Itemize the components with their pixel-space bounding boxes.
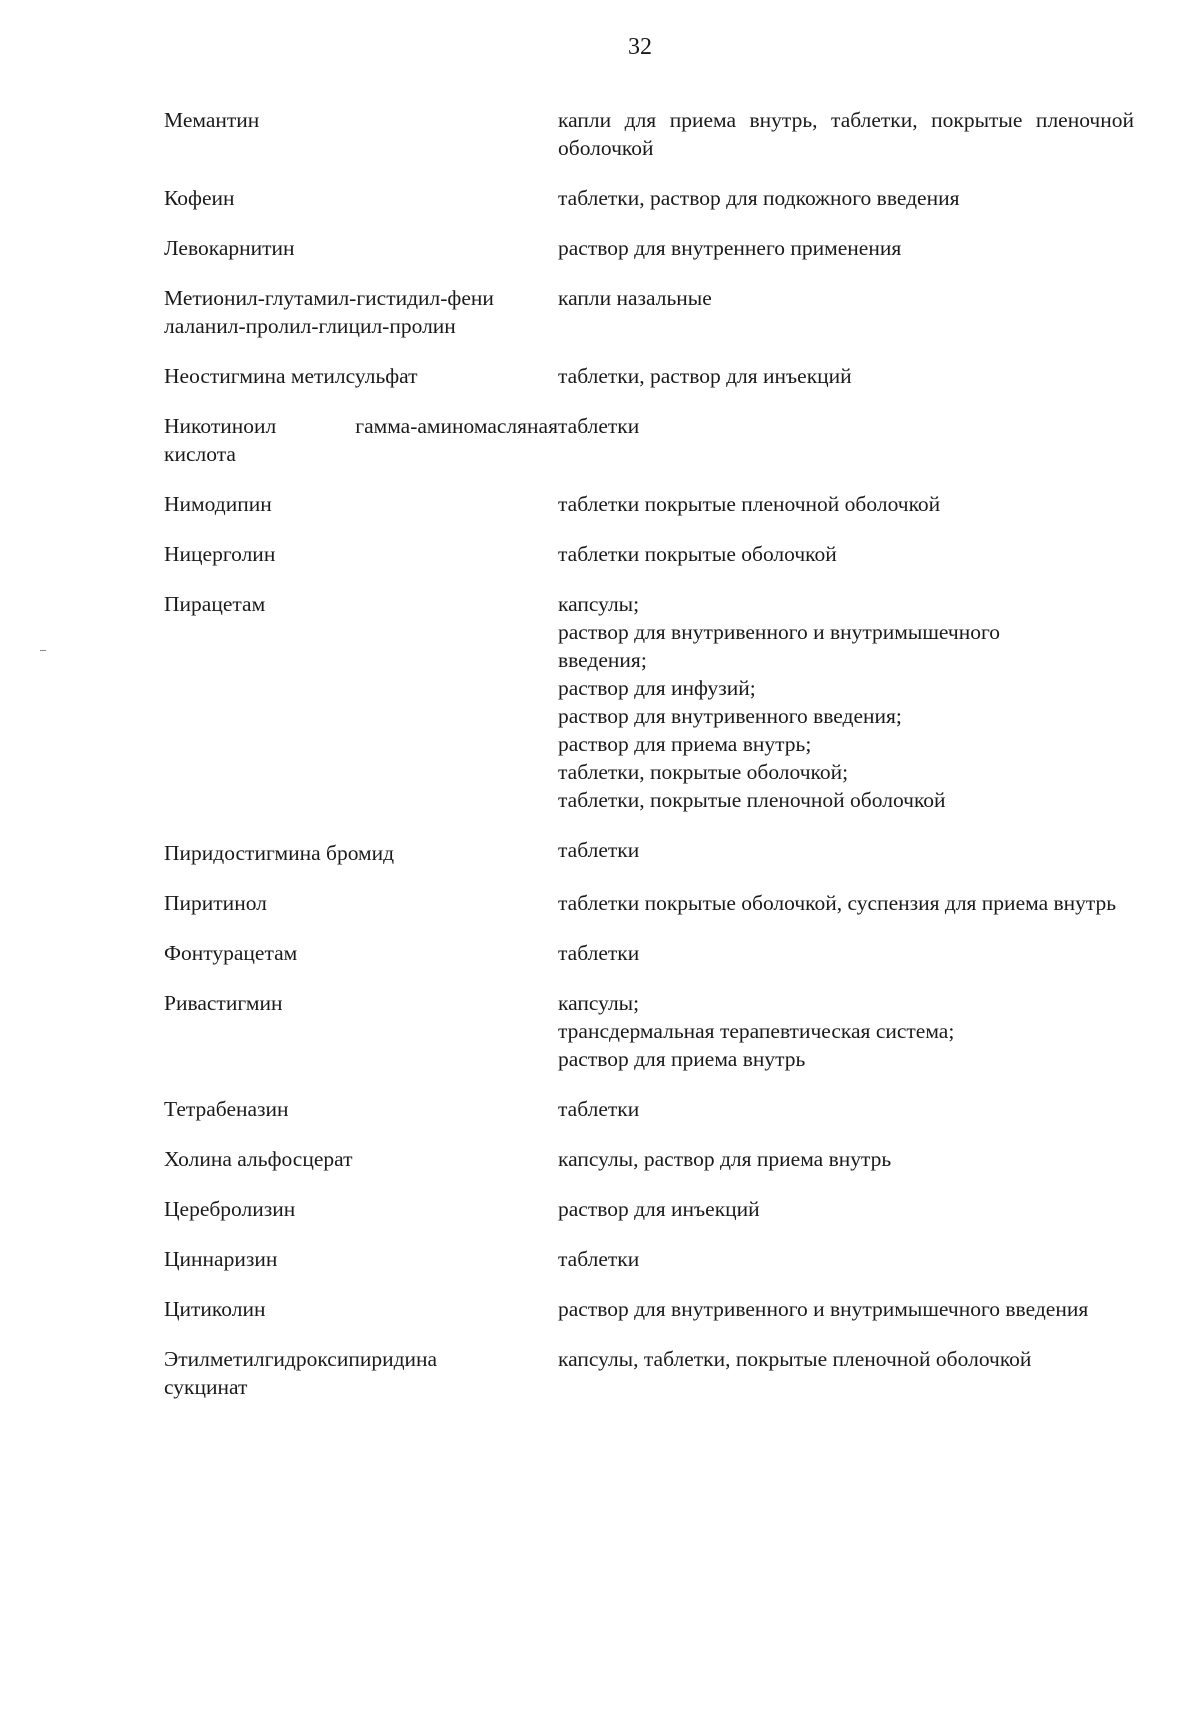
dosage-form: таблетки, покрытые оболочкой; xyxy=(558,760,849,784)
dosage-forms xyxy=(558,362,1134,390)
dosage-forms xyxy=(558,106,1134,162)
dosage-form: таблетки покрытые оболочкой, суспензия для приема внутрь xyxy=(558,891,1117,915)
scan-mark xyxy=(40,650,46,651)
list-item xyxy=(164,1145,1134,1173)
drug-name: Пиритинол xyxy=(164,891,267,915)
list-item xyxy=(164,184,1134,212)
drug-name: Мемантин xyxy=(164,108,260,132)
dosage-forms xyxy=(558,889,1134,917)
dosage-forms xyxy=(558,1095,1134,1123)
drug-name: Циннаризин xyxy=(164,1247,278,1271)
dosage-form: таблетки xyxy=(558,941,640,965)
dosage-forms xyxy=(558,590,1134,814)
dosage-form: раствор для инфузий; xyxy=(558,676,756,700)
list-item xyxy=(164,490,1134,518)
dosage-forms xyxy=(558,412,1134,440)
drug-name: Левокарнитин xyxy=(164,236,295,260)
list-item xyxy=(164,1095,1134,1123)
dosage-form: таблетки покрытые пленочной оболочкой xyxy=(558,492,941,516)
dosage-form: таблетки xyxy=(558,1247,640,1271)
page-number: 32 xyxy=(628,34,652,60)
list-item xyxy=(164,362,1134,390)
dosage-forms xyxy=(558,836,1134,864)
drug-name: Этилметилгидроксипиридина сукцинат xyxy=(164,1347,438,1399)
dosage-forms xyxy=(558,989,1134,1073)
drug-name: Цитиколин xyxy=(164,1297,266,1321)
drug-name: Нимодипин xyxy=(164,492,272,516)
dosage-forms xyxy=(558,1245,1134,1273)
list-item xyxy=(164,939,1134,967)
list-item xyxy=(164,234,1134,262)
dosage-form: капсулы, таблетки, покрытые пленочной оболочкой xyxy=(558,1347,1032,1371)
dosage-form: капсулы; xyxy=(558,592,640,616)
dosage-form: таблетки, покрытые пленочной оболочкой xyxy=(558,788,946,812)
list-item xyxy=(164,989,1134,1073)
dosage-forms xyxy=(558,234,1134,262)
list-item xyxy=(164,540,1134,568)
dosage-form: раствор для внутреннего применения xyxy=(558,236,902,260)
list-item xyxy=(164,590,1134,814)
drug-name: Никотиноил гамма-аминомасляная кислота xyxy=(164,414,558,466)
list-item xyxy=(164,1245,1134,1273)
dosage-form: раствор для внутривенного и внутримышечного введения xyxy=(558,1297,1089,1321)
dosage-form: раствор для приема внутрь xyxy=(558,1047,806,1071)
list-item xyxy=(164,106,1134,162)
drug-name: Ривастигмин xyxy=(164,991,283,1015)
dosage-forms xyxy=(558,1195,1134,1223)
dosage-form: таблетки xyxy=(558,838,640,862)
dosage-form: раствор для приема внутрь; xyxy=(558,732,812,756)
dosage-form: таблетки xyxy=(558,414,640,438)
dosage-form: раствор для внутривенного и внутримышечного введения; xyxy=(558,620,1001,672)
drug-name: Метионил-глутамил-гистидил-фенилаланил-пролил-глицил-пролин xyxy=(164,286,494,338)
list-item xyxy=(164,412,1134,468)
drug-name: Неостигмина метилсульфат xyxy=(164,364,418,388)
list-item xyxy=(164,284,1134,340)
dosage-forms xyxy=(558,939,1134,967)
dosage-forms xyxy=(558,490,1134,518)
dosage-forms xyxy=(558,540,1134,568)
dosage-forms xyxy=(558,1345,1134,1373)
dosage-form: капсулы; xyxy=(558,991,640,1015)
drug-name: Фонтурацетам xyxy=(164,941,298,965)
dosage-form: раствор для инъекций xyxy=(558,1197,760,1221)
dosage-form: таблетки, раствор для инъекций xyxy=(558,364,852,388)
dosage-forms xyxy=(558,184,1134,212)
dosage-form: капли для приема внутрь, таблетки, покрытые пленочной оболочкой xyxy=(558,108,1134,160)
dosage-form: капли назальные xyxy=(558,286,712,310)
list-item xyxy=(164,1195,1134,1223)
drug-name: Церебролизин xyxy=(164,1197,296,1221)
drug-list xyxy=(164,106,1134,1423)
dosage-form: раствор для внутривенного введения; xyxy=(558,704,902,728)
list-item xyxy=(164,1345,1134,1401)
list-item xyxy=(164,1295,1134,1323)
dosage-form: таблетки, раствор для подкожного введения xyxy=(558,186,960,210)
drug-name: Кофеин xyxy=(164,186,235,210)
dosage-form: трансдермальная терапевтическая система; xyxy=(558,1019,955,1043)
drug-name: Ницерголин xyxy=(164,542,276,566)
list-item xyxy=(164,889,1134,917)
dosage-form: таблетки xyxy=(558,1097,640,1121)
drug-name: Пирацетам xyxy=(164,592,266,616)
drug-name: Холина альфосцерат xyxy=(164,1147,353,1171)
drug-name: Пиридостигмина бромид xyxy=(164,841,395,865)
dosage-form: таблетки покрытые оболочкой xyxy=(558,542,837,566)
dosage-form: капсулы, раствор для приема внутрь xyxy=(558,1147,892,1171)
list-item xyxy=(164,836,1134,867)
dosage-forms xyxy=(558,1145,1134,1173)
dosage-forms xyxy=(558,284,1134,312)
dosage-forms xyxy=(558,1295,1134,1323)
drug-name: Тетрабеназин xyxy=(164,1097,289,1121)
